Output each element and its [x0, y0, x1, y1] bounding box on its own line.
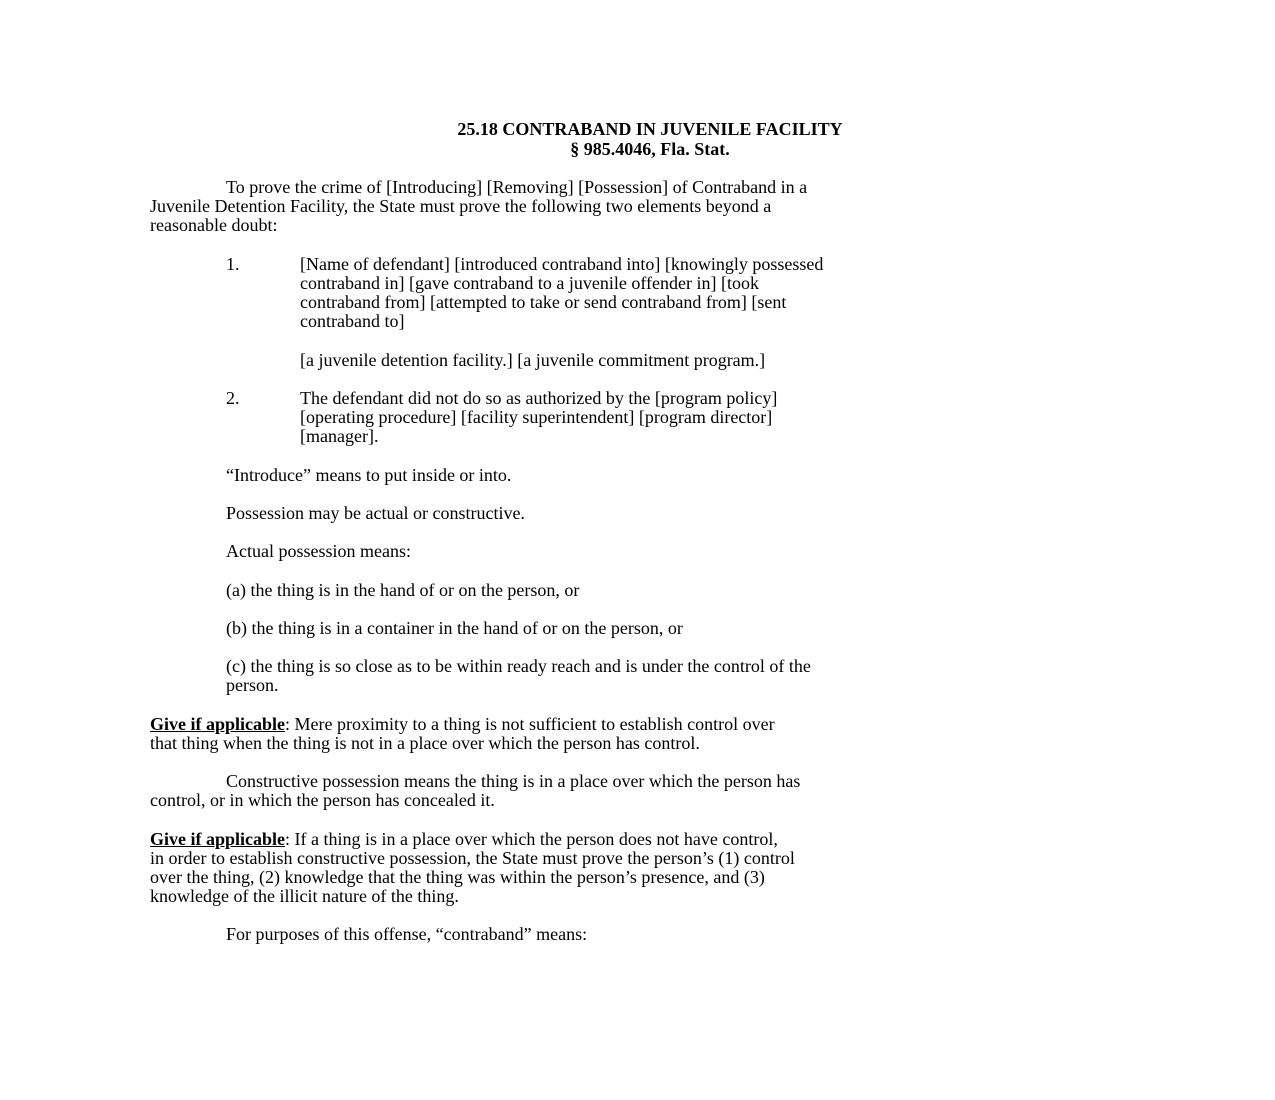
possession-definition: Possession may be actual or constructive.	[226, 503, 525, 523]
statute-citation: § 985.4046, Fla. Stat.	[570, 139, 730, 159]
give-if-applicable-1-line-1	[150, 715, 775, 734]
constructive-line-2: control, or in which the person has concealed it.	[150, 790, 495, 810]
intro-line-3: reasonable doubt:	[150, 215, 278, 235]
element-2-number: 2.	[226, 388, 240, 408]
element-2-line-2: [operating procedure] [facility superintendent] [program director]	[300, 407, 773, 427]
give-if-applicable-2-line-3: over the thing, (2) knowledge that the thing was within the person’s presence, and (3)	[150, 867, 765, 887]
introduce-definition: “Introduce” means to put inside or into.	[226, 465, 512, 485]
give-if-applicable-2-label: Give if applicable	[150, 829, 285, 849]
element-1-line-4: contraband to]	[300, 311, 405, 331]
constructive-line-1: Constructive possession means the thing is in a place over which the person has	[226, 771, 801, 791]
actual-possession-b: (b) the thing is in a container in the hand of or on the person, or	[226, 618, 683, 638]
actual-possession-a: (a) the thing is in the hand of or on the person, or	[226, 580, 580, 600]
element-1-line-2: contraband in] [gave contraband to a juvenile offender in] [took	[300, 273, 759, 293]
actual-possession-c-line-1: (c) the thing is so close as to be within ready reach and is under the control of the	[226, 656, 811, 676]
actual-possession-heading: Actual possession means:	[226, 541, 411, 561]
actual-possession-c-line-2: person.	[226, 675, 279, 695]
contraband-definition-intro: For purposes of this offense, “contraband” means:	[226, 924, 588, 944]
give-if-applicable-1-text: : Mere proximity to a thing is not sufficient to establish control over	[285, 714, 775, 734]
give-if-applicable-2-line-2: in order to establish constructive possession, the State must prove the person’s (1) control	[150, 848, 795, 868]
give-if-applicable-1-line-2: that thing when the thing is not in a place over which the person has control.	[150, 733, 700, 753]
give-if-applicable-2-line-1	[150, 830, 778, 849]
give-if-applicable-2-line-4: knowledge of the illicit nature of the thing.	[150, 886, 459, 906]
element-1-line-3: contraband from] [attempted to take or send contraband from] [sent	[300, 292, 787, 312]
element-1-number: 1.	[226, 254, 240, 274]
element-1-sub: [a juvenile detention facility.] [a juvenile commitment program.]	[300, 350, 766, 370]
give-if-applicable-2-text: : If a thing is in a place over which the person does not have control,	[285, 829, 778, 849]
intro-line-1: To prove the crime of [Introducing] [Removing] [Possession] of Contraband in a	[226, 177, 808, 197]
element-1-line-1: [Name of defendant] [introduced contraband into] [knowingly possessed	[300, 254, 824, 274]
intro-line-2: Juvenile Detention Facility, the State must prove the following two elements beyond a	[150, 196, 772, 216]
element-2-line-3: [manager].	[300, 426, 379, 446]
element-2-line-1: The defendant did not do so as authorized by the [program policy]	[300, 388, 778, 408]
document-title: 25.18 CONTRABAND IN JUVENILE FACILITY	[457, 119, 843, 139]
give-if-applicable-1-label: Give if applicable	[150, 714, 285, 734]
